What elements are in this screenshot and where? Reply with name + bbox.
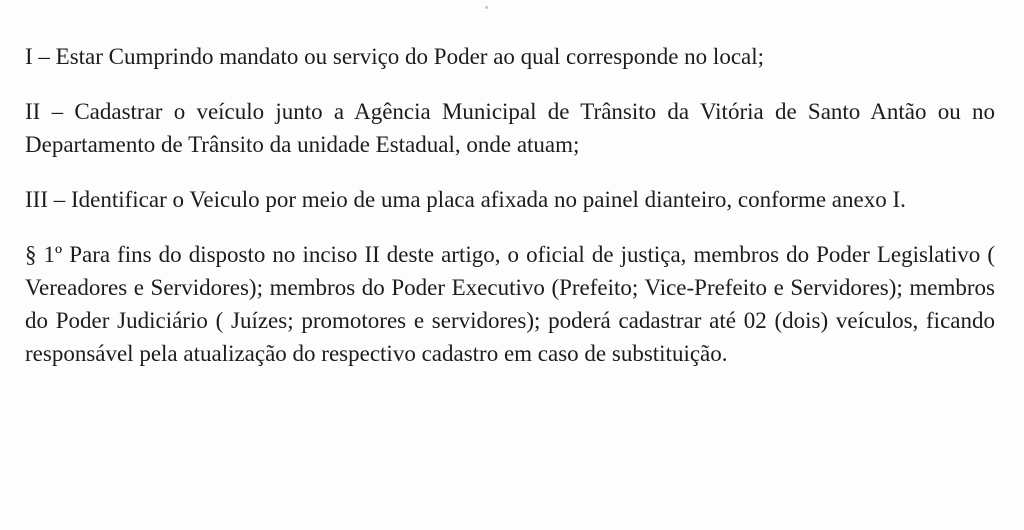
document-body <box>25 40 995 370</box>
paragraph-inciso-iii: III – Identificar o Veiculo por meio de uma placa afixada no painel dianteiro, conforme anexo I. <box>25 187 906 212</box>
paragraph-inciso-i: I – Estar Cumprindo mandato ou serviço do Poder ao qual corresponde no local; <box>25 44 765 69</box>
paragraph-inciso-ii: II – Cadastrar o veículo junto a Agência Municipal de Trânsito da Vitória de Santo Antão ou no Departamento de Trânsito da unidade Estadual, onde atuam; <box>25 99 995 157</box>
paragraph-paragrafo-1: § 1º Para fins do disposto no inciso II deste artigo, o oficial de justiça, membros do Poder Legislativo ( Vereadores e Servidores); membros do Poder Executivo (Prefeito; Vice-Prefeito e Servidores); membros do Poder Judiciário ( Juízes; promotores e servidores); poderá cadastrar até 02 (dois) veículos, ficando responsável pela atualização do respectivo cadastro em caso de substituição. <box>25 242 995 366</box>
scan-speck <box>485 6 488 9</box>
